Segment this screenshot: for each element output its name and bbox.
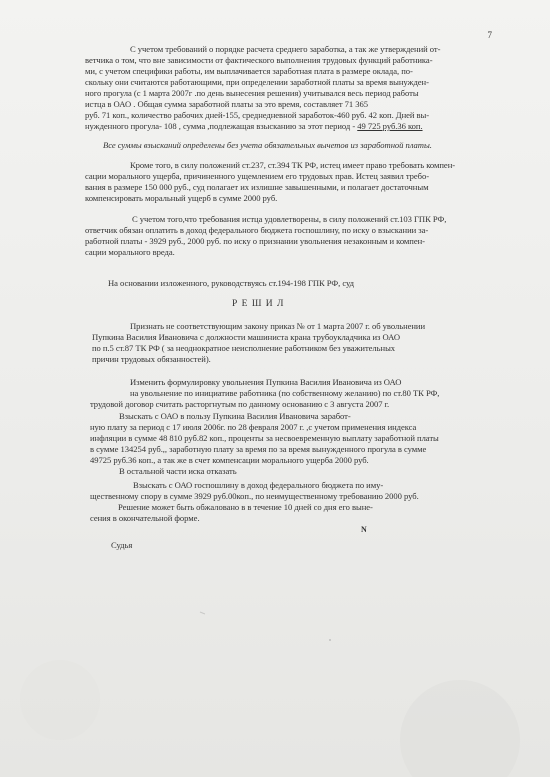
text-line: сации морального ущерба, причиненного ущемлением его трудовых прав. Истец заявил требо- [85,171,430,181]
text-line: инфляции в сумме 48 810 руб.82 коп., проценты за несвоевременную выплату заработной платы [90,433,439,443]
text-line: ми, с учетом специфики работы, им выплачивается заработная плата в размере оклада, по- [85,66,413,76]
text-line: на увольнение по инициативе работника (по собственному желанию) по ст.80 ТК РФ, [130,388,440,398]
text-line: истца в ОАО . Общая сумма заработной платы за это время, составляет 71 365 [85,99,368,109]
text-line: скольку они считаются работающими, при определении заработной платы за время вынужден- [85,77,429,87]
text-line: Изменить формулировку увольнения Пупкина Василия Ивановича из ОАО [130,377,402,387]
basis-line: На основании изложенного, руководствуясь ст.194-198 ГПК РФ, суд [108,278,355,288]
text-line: ного прогула (с 1 марта 2007г .по день вынесения решения) учитывался весь период работы [85,88,419,98]
decision-heading: Р Е Ш И Л [232,299,285,309]
text-line: Взыскать с ОАО госпошлину в доход федерального бюджета по иму- [133,480,384,490]
text-line: Кроме того, в силу положений ст.237, ст.394 ТК РФ, истец имеет право требовать компен- [130,160,456,170]
text-line: по п.5 ст.87 ТК РФ ( за неоднократное неисполнение работником без уважительных [92,343,396,353]
text-line: причин трудовых обязанностей). [92,354,211,364]
text-line: В остальной части иска отказать [119,466,237,476]
text-line: работной платы - 3929 руб., 2000 руб. по иску о признании увольнения незаконным и компен- [85,236,425,246]
text-line: сения в окончательной форме. [90,513,200,523]
text-line: С учетом того,что требования истца удовлетворены, в силу положений ст.103 ГПК РФ, [132,214,447,224]
n-mark: N [361,525,367,534]
text-line: Пупкина Василия Ивановича с должности машиниста крана трубоукладчика из ОАО [92,332,401,342]
text-fragment: нужденного прогула- 108 , сумма ,подлежащая взысканию за этот период - [85,121,358,131]
text-line: Взыскать с ОАО в пользу Пупкина Василия Ивановича заработ- [119,411,351,421]
text-line: вания в размере 150 000 руб., суд полагает их излишне завышенными, и полагает достаточным [85,182,429,192]
text-line: руб. 71 коп., количество рабочих дней-155, среднедневной заработок-460 руб. 42 коп. Дней вы- [85,110,430,120]
text-line: щественному спору в сумме 3929 руб.00коп., по неимущественному требованию 2000 руб. [90,491,419,501]
text-line: в сумме 134254 руб.,, заработную плату за время по за время вынужденного прогула в сумме [90,444,427,454]
text-line: трудовой договор считать расторгнутым по данному основанию с 3 августа 2007 г. [90,399,390,409]
text-line: Решение может быть обжаловано в в течение 10 дней со дня его выне- [118,502,373,512]
underlined-sum: 49 725 руб.36 коп. [357,121,423,131]
text-line: ветчика о том, что вне зависимости от фактического выполнения трудовых функций работника- [85,55,433,65]
judge-label: Судья [111,540,133,550]
text-line: сации морального вреда. [85,247,175,257]
text-line: компенсировать моральный ущерб в сумме 2000 руб. [85,193,278,203]
italic-note: Все суммы взысканий определены без учета обязательных вычетов из заработной платы. [103,140,432,150]
text-line: ответчик обязан оплатить в доход федерального бюджета госпошлину, по иску о взыскании за- [85,225,429,235]
text-line: 49725 руб.36 коп., а так же в счет компенсации морального ущерба 2000 руб. [90,455,369,465]
text-line: ную плату за период с 17 июля 2006г. по 28 февраля 2007 г. ,с учетом применения индекса [90,422,417,432]
text-line: С учетом требований о порядке расчета среднего заработка, а так же утверждений от- [130,44,441,54]
page-number: 7 [487,30,492,40]
text-line-with-sum [85,121,423,132]
text-line: Признать не соответствующим закону приказ № от 1 марта 2007 г. об увольнении [130,321,426,331]
